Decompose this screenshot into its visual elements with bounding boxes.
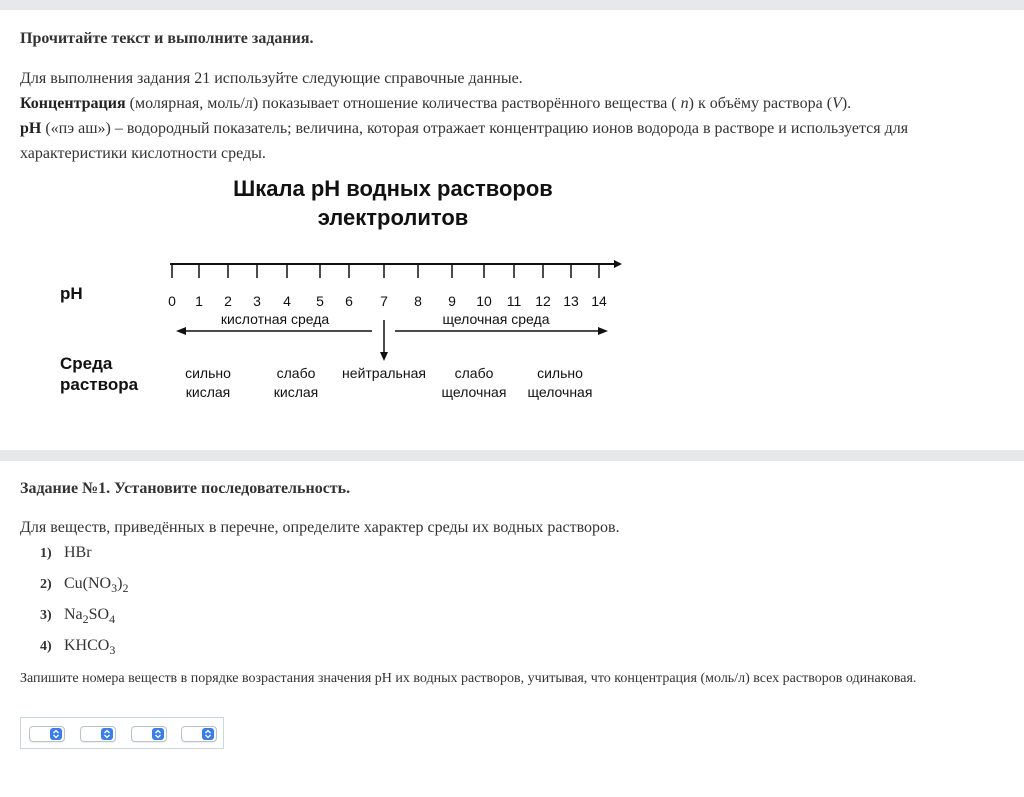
select-arrows-icon (50, 728, 62, 740)
ph-term: pH (20, 120, 42, 137)
intro-text: Для выполнения задания 21 используйте следующие справочные данные. (20, 70, 523, 87)
ph-tick-label-5: 5 (316, 293, 324, 309)
ph-tick-label-3: 3 (253, 293, 261, 309)
concentration-text: (молярная, моль/л) показывает отношение количества растворённого вещества ( (125, 95, 681, 112)
substance-formula: HBr (64, 544, 92, 561)
neutral-marker-head (380, 352, 388, 361)
ph-tick-label-9: 9 (448, 293, 456, 309)
answer-select-4[interactable] (181, 726, 217, 742)
select-arrows-icon (202, 728, 214, 740)
ph-tick-label-6: 6 (345, 293, 353, 309)
subscript: 4 (109, 612, 116, 626)
env-strong-base-1: сильно (537, 365, 583, 381)
env-weak-base-2: щелочная (441, 384, 507, 400)
select-arrows-icon (152, 728, 164, 740)
env-strong-acid-1: сильно (185, 365, 231, 381)
ph-axis-ticks (172, 264, 599, 278)
ph-tick-label-13: 13 (563, 293, 579, 309)
concentration-mid: ) к объёму раствора ( (688, 95, 833, 112)
ph-tick-label-1: 1 (195, 293, 203, 309)
subscript: 2 (82, 612, 89, 626)
ph-tick-label-4: 4 (283, 293, 291, 309)
ph-tick-label-8: 8 (414, 293, 422, 309)
ph-axis-tick-labels (168, 293, 607, 309)
ph-tick-label-0: 0 (168, 293, 176, 309)
ph-tick-label-11: 11 (506, 293, 522, 309)
list-item (40, 637, 115, 658)
list-item (40, 575, 128, 596)
ph-tick-label-12: 12 (535, 293, 551, 309)
list-item (40, 544, 92, 562)
substance-formula-part: SO (88, 606, 110, 623)
env-strong-acid-2: кислая (185, 384, 231, 400)
substance-formula-part: Na (64, 606, 83, 623)
item-number: 1) (40, 546, 52, 561)
chart-title-line2: электролитов (317, 205, 469, 230)
select-arrows-icon (101, 728, 113, 740)
concentration-n: n (680, 95, 689, 112)
ph-tick-label-7: 7 (380, 293, 388, 309)
reference-card (0, 10, 1024, 450)
env-strong-base-2: щелочная (527, 384, 593, 400)
substance-formula-part: KHCO (64, 637, 110, 654)
base-arrow-head (598, 327, 608, 335)
task-title: Задание №1. Установите последовательность. (20, 480, 351, 497)
concentration-end: ). (841, 95, 852, 112)
ph-text: («пэ аш») – водородный показатель; величина, которая отражает концентрацию ионов водорода в растворе и используется для характеристики кислотности среды. (20, 120, 909, 162)
subscript: 3 (109, 643, 116, 657)
ph-tick-label-14: 14 (591, 293, 607, 309)
acid-arrow-head (176, 327, 186, 335)
task-text: Для веществ, приведённых в перечне, определите характер среды их водных растворов. (20, 519, 620, 536)
chart-title-line1: Шкала pH водных растворов (233, 176, 553, 201)
subscript: 3 (111, 581, 118, 595)
concentration-term: Концентрация (20, 95, 126, 112)
answer-select-3[interactable] (131, 726, 167, 742)
acid-label: кислотная среда (220, 311, 330, 327)
ph-row-label: pH (60, 284, 83, 303)
substance-formula-part: Cu(NO (64, 575, 112, 592)
item-number: 3) (40, 608, 52, 623)
answer-select-1[interactable] (29, 726, 65, 742)
answer-select-2[interactable] (80, 726, 116, 742)
ph-tick-label-2: 2 (224, 293, 232, 309)
item-number: 2) (40, 577, 52, 592)
env-weak-acid-1: слабо (276, 365, 316, 381)
subscript: 2 (122, 581, 129, 595)
env-weak-base-1: слабо (454, 365, 494, 381)
ph-axis-arrow (614, 260, 622, 268)
answer-container (20, 717, 224, 749)
section-title: Прочитайте текст и выполните задания. (20, 30, 314, 47)
substance-formula-part: ) (117, 575, 123, 592)
ph-scale-chart (0, 10, 1024, 450)
item-number: 4) (40, 639, 52, 654)
task-card (0, 461, 1024, 797)
env-row-label-1: Среда (60, 354, 113, 373)
instruction-text: Запишите номера веществ в порядке возрастания значения pH их водных растворов, учитывая, что концентрация (моль/л) всех растворов одинаковая. (20, 671, 917, 686)
list-item (40, 606, 115, 627)
ph-tick-label-10: 10 (476, 293, 492, 309)
concentration-v: V (832, 95, 842, 112)
env-neutral: нейтральная (342, 365, 426, 381)
env-weak-acid-2: кислая (273, 384, 319, 400)
env-row-label-2: раствора (60, 375, 139, 394)
base-label: щелочная среда (442, 311, 550, 327)
